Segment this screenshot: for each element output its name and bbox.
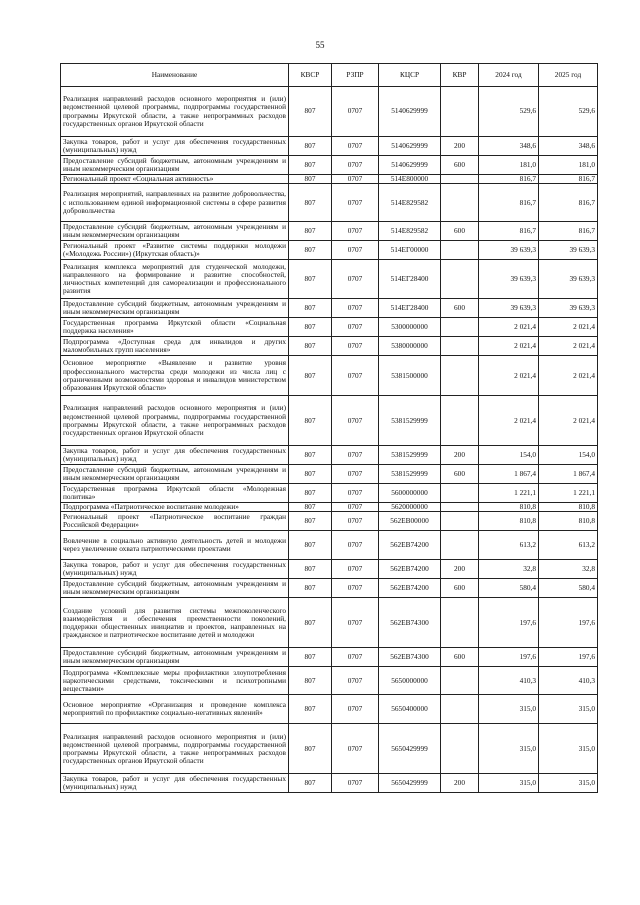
cell-rzpr: 0707	[332, 156, 379, 175]
cell-name: Подпрограмма «Доступная среда для инвалидов и других маломобильных групп населения»	[61, 337, 289, 356]
cell-kvsr: 807	[289, 137, 332, 156]
cell-name: Реализация направлений расходов основного мероприятия и (или) ведомственной целевой программы, подпрограммы государственной программы Иркутской области, а также непрограммных расходов государственных органов Иркутской области	[61, 87, 289, 137]
table-row	[61, 337, 598, 356]
table-row	[61, 87, 598, 137]
cell-rzpr: 0707	[332, 446, 379, 465]
header-2025: 2025 год	[539, 64, 598, 87]
cell-2025: 32,8	[539, 560, 598, 579]
cell-rzpr: 0707	[332, 531, 379, 560]
cell-2024: 39 639,3	[479, 299, 539, 318]
cell-kvr	[441, 175, 479, 184]
cell-kcsr: 562ЕВ74300	[379, 648, 441, 667]
table-row	[61, 579, 598, 598]
cell-kcsr: 5140629999	[379, 87, 441, 137]
cell-kvr: 600	[441, 299, 479, 318]
cell-kvsr: 807	[289, 299, 332, 318]
cell-2024: 154,0	[479, 446, 539, 465]
cell-rzpr: 0707	[332, 598, 379, 648]
header-kcsr: КЦСР	[379, 64, 441, 87]
cell-kcsr: 514Е829582	[379, 222, 441, 241]
page-number: 55	[315, 40, 325, 50]
cell-rzpr: 0707	[332, 484, 379, 503]
table-row	[61, 774, 598, 793]
table-row	[61, 503, 598, 512]
cell-2025: 816,7	[539, 175, 598, 184]
cell-kvsr: 807	[289, 222, 332, 241]
cell-2025: 197,6	[539, 648, 598, 667]
cell-2024: 315,0	[479, 695, 539, 724]
cell-kvsr: 807	[289, 774, 332, 793]
table-row	[61, 396, 598, 446]
cell-kcsr: 5380000000	[379, 337, 441, 356]
cell-kvr	[441, 184, 479, 222]
cell-2024: 816,7	[479, 184, 539, 222]
cell-2025: 2 021,4	[539, 318, 598, 337]
cell-2025: 181,0	[539, 156, 598, 175]
cell-kvsr: 807	[289, 260, 332, 299]
cell-rzpr: 0707	[332, 87, 379, 137]
cell-kvsr: 807	[289, 531, 332, 560]
table-row	[61, 465, 598, 484]
cell-name: Основное мероприятие «Организация и проведение комплекса мероприятий по профилактике социально-негативных явлений»	[61, 695, 289, 724]
cell-kvsr: 807	[289, 667, 332, 695]
cell-rzpr: 0707	[332, 648, 379, 667]
cell-kvsr: 807	[289, 318, 332, 337]
cell-2025: 154,0	[539, 446, 598, 465]
cell-2025: 39 639,3	[539, 299, 598, 318]
cell-rzpr: 0707	[332, 579, 379, 598]
cell-2024: 816,7	[479, 175, 539, 184]
table-row	[61, 667, 598, 695]
cell-2024: 39 639,3	[479, 260, 539, 299]
table-row	[61, 560, 598, 579]
cell-2024: 2 021,4	[479, 337, 539, 356]
cell-kvr: 600	[441, 465, 479, 484]
cell-rzpr: 0707	[332, 396, 379, 446]
cell-kvr	[441, 667, 479, 695]
cell-kvr	[441, 318, 479, 337]
table-row	[61, 241, 598, 260]
cell-kcsr: 5600000000	[379, 484, 441, 503]
cell-rzpr: 0707	[332, 724, 379, 774]
cell-2024: 197,6	[479, 598, 539, 648]
cell-kvsr: 807	[289, 648, 332, 667]
cell-kvr	[441, 724, 479, 774]
cell-name: Реализация направлений расходов основного мероприятия и (или) ведомственной целевой программы, подпрограммы государственной программы Иркутской области, а также непрограммных расходов государственных органов Иркутской области	[61, 724, 289, 774]
cell-kcsr: 514ЕГ28400	[379, 260, 441, 299]
cell-2024: 1 221,1	[479, 484, 539, 503]
cell-kcsr: 5140629999	[379, 137, 441, 156]
table-row	[61, 299, 598, 318]
cell-kvsr: 807	[289, 87, 332, 137]
cell-2024: 2 021,4	[479, 356, 539, 396]
cell-kvsr: 807	[289, 337, 332, 356]
cell-2025: 197,6	[539, 598, 598, 648]
cell-name: Основное мероприятие «Выявление и развитие уровня профессионального мастерства среди молодежи из числа лиц с ограниченными возможностями здоровья и инвалидов министерством образования Иркутской области»	[61, 356, 289, 396]
cell-kvr	[441, 87, 479, 137]
cell-kvr: 200	[441, 560, 479, 579]
cell-name: Подпрограмма «Патриотическое воспитание молодежи»	[61, 503, 289, 512]
cell-name: Реализация комплекса мероприятий для студенческой молодежи, направленного на формирование и развитие способностей, личностных компетенций для самореализации и профессионального развития	[61, 260, 289, 299]
table-row	[61, 512, 598, 531]
cell-2024: 348,6	[479, 137, 539, 156]
cell-kvsr: 807	[289, 156, 332, 175]
table-row	[61, 318, 598, 337]
cell-name: Региональный проект «Развитие системы поддержки молодежи («Молодежь России») (Иркутская область)»	[61, 241, 289, 260]
cell-kvsr: 807	[289, 695, 332, 724]
cell-kcsr: 5300000000	[379, 318, 441, 337]
cell-kcsr: 5381529999	[379, 396, 441, 446]
cell-2025: 348,6	[539, 137, 598, 156]
cell-kcsr: 5650429999	[379, 774, 441, 793]
cell-kcsr: 5140629999	[379, 156, 441, 175]
cell-kvsr: 807	[289, 396, 332, 446]
cell-kvr	[441, 484, 479, 503]
cell-kvr	[441, 531, 479, 560]
cell-kvsr: 807	[289, 241, 332, 260]
cell-rzpr: 0707	[332, 241, 379, 260]
cell-2024: 2 021,4	[479, 396, 539, 446]
cell-2024: 2 021,4	[479, 318, 539, 337]
cell-name: Закупка товаров, работ и услуг для обеспечения государственных (муниципальных) нужд	[61, 137, 289, 156]
cell-2024: 529,6	[479, 87, 539, 137]
cell-rzpr: 0707	[332, 318, 379, 337]
cell-rzpr: 0707	[332, 175, 379, 184]
cell-2025: 315,0	[539, 724, 598, 774]
table-row	[61, 531, 598, 560]
cell-2025: 810,8	[539, 503, 598, 512]
cell-kvr: 200	[441, 774, 479, 793]
cell-kcsr: 514Е829582	[379, 184, 441, 222]
cell-kvr	[441, 598, 479, 648]
cell-kcsr: 514ЕГ00000	[379, 241, 441, 260]
table-header-row	[61, 64, 598, 87]
cell-2025: 410,3	[539, 667, 598, 695]
header-rzpr: РЗПР	[332, 64, 379, 87]
cell-name: Закупка товаров, работ и услуг для обеспечения государственных (муниципальных) нужд	[61, 560, 289, 579]
cell-kcsr: 5650400000	[379, 695, 441, 724]
cell-2025: 613,2	[539, 531, 598, 560]
cell-2024: 315,0	[479, 774, 539, 793]
cell-rzpr: 0707	[332, 184, 379, 222]
cell-rzpr: 0707	[332, 260, 379, 299]
header-2024: 2024 год	[479, 64, 539, 87]
cell-2024: 410,3	[479, 667, 539, 695]
table-row	[61, 695, 598, 724]
cell-2025: 810,8	[539, 512, 598, 531]
cell-2024: 197,6	[479, 648, 539, 667]
cell-kvr	[441, 512, 479, 531]
cell-2025: 1 867,4	[539, 465, 598, 484]
cell-kcsr: 5620000000	[379, 503, 441, 512]
budget-table	[60, 63, 598, 793]
table-row	[61, 137, 598, 156]
cell-kcsr: 562ЕВ74300	[379, 598, 441, 648]
cell-kcsr: 5381529999	[379, 465, 441, 484]
table-row	[61, 648, 598, 667]
header-kvsr: КВСР	[289, 64, 332, 87]
cell-rzpr: 0707	[332, 337, 379, 356]
cell-2024: 32,8	[479, 560, 539, 579]
header-kvr: КВР	[441, 64, 479, 87]
table-row	[61, 156, 598, 175]
cell-kvr: 600	[441, 222, 479, 241]
cell-2024: 810,8	[479, 512, 539, 531]
cell-rzpr: 0707	[332, 299, 379, 318]
cell-kcsr: 514Е800000	[379, 175, 441, 184]
cell-2025: 529,6	[539, 87, 598, 137]
cell-2025: 2 021,4	[539, 396, 598, 446]
cell-kcsr: 562ЕВ74200	[379, 579, 441, 598]
cell-kvsr: 807	[289, 465, 332, 484]
cell-kvr: 600	[441, 156, 479, 175]
table-row	[61, 184, 598, 222]
cell-name: Создание условий для развития системы межпоколенческого взаимодействия и обеспечения преемственности поколений, поддержки общественных инициатив и проектов, направленных на гражданское и патриотическое воспитание детей и молодежи	[61, 598, 289, 648]
cell-2024: 39 639,3	[479, 241, 539, 260]
cell-name: Государственная программа Иркутской области «Молодежная политика»	[61, 484, 289, 503]
cell-rzpr: 0707	[332, 667, 379, 695]
cell-2025: 580,4	[539, 579, 598, 598]
cell-kvr: 200	[441, 446, 479, 465]
cell-rzpr: 0707	[332, 695, 379, 724]
cell-kvsr: 807	[289, 579, 332, 598]
cell-name: Предоставление субсидий бюджетным, автономным учреждениям и иным некоммерческим организациям	[61, 156, 289, 175]
cell-kcsr: 5381529999	[379, 446, 441, 465]
cell-rzpr: 0707	[332, 356, 379, 396]
table-row	[61, 260, 598, 299]
table-row	[61, 598, 598, 648]
cell-rzpr: 0707	[332, 774, 379, 793]
cell-2024: 315,0	[479, 724, 539, 774]
cell-rzpr: 0707	[332, 137, 379, 156]
cell-kcsr: 562ЕВ00000	[379, 512, 441, 531]
cell-name: Подпрограмма «Комплексные меры профилактики злоупотребления наркотическими средствами, токсическими и психотропными веществами»	[61, 667, 289, 695]
cell-kvr: 200	[441, 137, 479, 156]
cell-kvsr: 807	[289, 512, 332, 531]
cell-2025: 39 639,3	[539, 260, 598, 299]
cell-kvr	[441, 396, 479, 446]
cell-2025: 816,7	[539, 184, 598, 222]
cell-kcsr: 562ЕВ74200	[379, 531, 441, 560]
cell-name: Предоставление субсидий бюджетным, автономным учреждениям и иным некоммерческим организациям	[61, 648, 289, 667]
cell-kvr	[441, 356, 479, 396]
table-row	[61, 175, 598, 184]
cell-rzpr: 0707	[332, 503, 379, 512]
cell-name: Предоставление субсидий бюджетным, автономным учреждениям и иным некоммерческим организациям	[61, 465, 289, 484]
cell-2025: 816,7	[539, 222, 598, 241]
cell-kcsr: 562ЕВ74200	[379, 560, 441, 579]
cell-rzpr: 0707	[332, 222, 379, 241]
cell-kvr	[441, 260, 479, 299]
cell-kcsr: 514ЕГ28400	[379, 299, 441, 318]
cell-kvr: 600	[441, 648, 479, 667]
cell-kvr	[441, 241, 479, 260]
cell-2024: 580,4	[479, 579, 539, 598]
cell-2025: 39 639,3	[539, 241, 598, 260]
header-name: Наименование	[61, 64, 289, 87]
cell-kvsr: 807	[289, 356, 332, 396]
cell-name: Реализация мероприятий, направленных на развитие добровольчества, с использованием единой информационной системы в сфере развития добровольчества	[61, 184, 289, 222]
cell-2025: 2 021,4	[539, 337, 598, 356]
cell-kvsr: 807	[289, 560, 332, 579]
table-row	[61, 222, 598, 241]
cell-name: Государственная программа Иркутской области «Социальная поддержка населения»	[61, 318, 289, 337]
cell-name: Региональный проект «Социальная активность»	[61, 175, 289, 184]
cell-2024: 1 867,4	[479, 465, 539, 484]
cell-name: Реализация направлений расходов основного мероприятия и (или) ведомственной целевой программы, подпрограммы государственной программы Иркутской области, а также непрограммных расходов государственных органов Иркутской области	[61, 396, 289, 446]
table-row	[61, 356, 598, 396]
cell-name: Предоставление субсидий бюджетным, автономным учреждениям и иным некоммерческим организациям	[61, 299, 289, 318]
table-row	[61, 724, 598, 774]
cell-kvr	[441, 695, 479, 724]
cell-name: Региональный проект «Патриотическое воспитание граждан Российской Федерации»	[61, 512, 289, 531]
cell-name: Вовлечение в социально активную деятельность детей и молодежи через увеличение охвата патриотическими проектами	[61, 531, 289, 560]
cell-kcsr: 5650429999	[379, 724, 441, 774]
cell-2025: 2 021,4	[539, 356, 598, 396]
cell-2025: 315,0	[539, 695, 598, 724]
cell-rzpr: 0707	[332, 512, 379, 531]
cell-2024: 181,0	[479, 156, 539, 175]
cell-kvr: 600	[441, 579, 479, 598]
cell-kvsr: 807	[289, 184, 332, 222]
table-row	[61, 446, 598, 465]
cell-name: Закупка товаров, работ и услуг для обеспечения государственных (муниципальных) нужд	[61, 774, 289, 793]
cell-kvsr: 807	[289, 724, 332, 774]
cell-kcsr: 5381500000	[379, 356, 441, 396]
cell-kvsr: 807	[289, 598, 332, 648]
cell-2024: 810,8	[479, 503, 539, 512]
cell-2025: 1 221,1	[539, 484, 598, 503]
cell-kvsr: 807	[289, 503, 332, 512]
cell-name: Предоставление субсидий бюджетным, автономным учреждениям и иным некоммерческим организациям	[61, 579, 289, 598]
cell-kvr	[441, 337, 479, 356]
cell-kvr	[441, 503, 479, 512]
cell-kcsr: 5650000000	[379, 667, 441, 695]
cell-2025: 315,0	[539, 774, 598, 793]
cell-name: Предоставление субсидий бюджетным, автономным учреждениям и иным некоммерческим организациям	[61, 222, 289, 241]
cell-name: Закупка товаров, работ и услуг для обеспечения государственных (муниципальных) нужд	[61, 446, 289, 465]
cell-kvsr: 807	[289, 484, 332, 503]
cell-kvsr: 807	[289, 446, 332, 465]
cell-rzpr: 0707	[332, 560, 379, 579]
table-row	[61, 484, 598, 503]
cell-rzpr: 0707	[332, 465, 379, 484]
cell-kvsr: 807	[289, 175, 332, 184]
cell-2024: 816,7	[479, 222, 539, 241]
cell-2024: 613,2	[479, 531, 539, 560]
